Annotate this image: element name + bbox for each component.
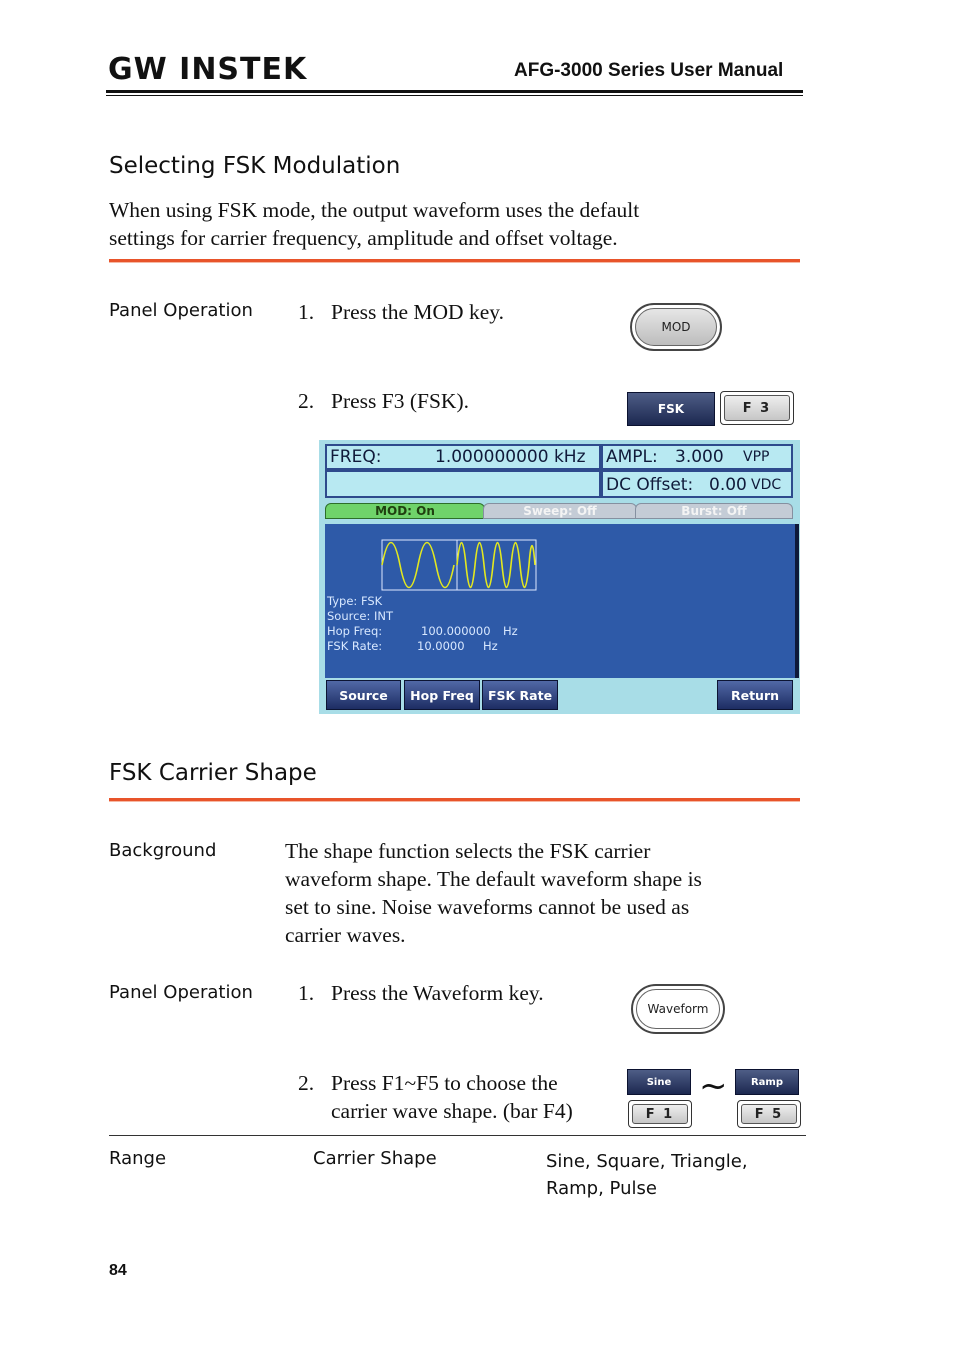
page-number: 84 <box>109 1262 127 1279</box>
panel-operation-label: Panel Operation <box>109 300 253 321</box>
step-number: 2. <box>298 1071 315 1095</box>
freq-box <box>325 444 601 470</box>
return-softkey[interactable]: Return <box>717 680 793 710</box>
freq-label: FREQ: <box>330 447 382 467</box>
blank-box <box>325 470 601 498</box>
hop-freq-softkey[interactable]: Hop Freq <box>404 680 480 710</box>
waveform-key[interactable] <box>631 984 725 1034</box>
waveform-key-label: Waveform <box>636 989 720 1029</box>
range-value-line: Sine, Square, Triangle, <box>546 1151 748 1172</box>
background-line: set to sine. Noise waveforms cannot be used as <box>285 895 690 919</box>
ampl-label: AMPL: <box>606 447 658 467</box>
offset-label: DC Offset: <box>606 475 694 495</box>
info-source: Source: INT <box>327 609 394 623</box>
range-values <box>546 1148 748 1202</box>
waveform-display <box>325 524 799 678</box>
f3-key-label: F 3 <box>724 395 790 421</box>
offset-unit: VDC <box>751 477 782 493</box>
mod-key-label: MOD <box>635 308 717 346</box>
step-line: carrier wave shape. (bar F4) <box>331 1099 573 1123</box>
f5-key[interactable] <box>737 1100 801 1128</box>
range-label: Range <box>109 1148 167 1169</box>
intro-line: When using FSK mode, the output waveform uses the default <box>109 198 640 222</box>
section1-intro <box>109 196 639 252</box>
f3-key[interactable] <box>720 391 794 425</box>
tab-burst[interactable]: Burst: Off <box>635 503 793 519</box>
ampl-unit: VPP <box>743 449 770 465</box>
fsk-softkey[interactable]: FSK <box>627 392 715 426</box>
step-text: Press the MOD key. <box>331 300 504 324</box>
ampl-value: 3.000 <box>675 447 724 467</box>
range-table-rule <box>109 1135 806 1136</box>
ampl-box <box>601 444 793 470</box>
manual-title: AFG-3000 Series User Manual <box>514 60 784 81</box>
info-hop-value: 100.000000 <box>421 624 491 638</box>
background-line: carrier waves. <box>285 923 406 947</box>
step-text: Press the Waveform key. <box>331 981 544 1005</box>
step-number: 1. <box>298 981 315 1005</box>
background-line: The shape function selects the FSK carrier <box>285 839 651 863</box>
fsk-waveform-graphic <box>381 539 541 595</box>
tab-sweep[interactable]: Sweep: Off <box>483 503 637 519</box>
tab-mod[interactable]: MOD: On <box>325 503 485 519</box>
info-hop-unit: Hz <box>503 624 518 638</box>
section-title-fsk-carrier-shape: FSK Carrier Shape <box>109 760 317 786</box>
header-rule-thin <box>106 95 803 96</box>
ramp-softkey[interactable]: Ramp <box>735 1069 799 1095</box>
section-rule <box>109 259 800 263</box>
step-text <box>331 1069 573 1125</box>
gw-instek-logo: GW INSTEK <box>108 52 308 87</box>
info-type: Type: FSK <box>327 594 383 608</box>
mod-key[interactable] <box>630 303 722 351</box>
source-softkey[interactable]: Source <box>326 680 401 710</box>
fsk-rate-softkey[interactable]: FSK Rate <box>482 680 558 710</box>
info-rate-label: FSK Rate: <box>327 639 383 653</box>
f5-key-label: F 5 <box>741 1104 797 1124</box>
f1-key[interactable] <box>628 1100 692 1128</box>
info-hop-label: Hop Freq: <box>327 624 383 638</box>
offset-box <box>601 470 793 498</box>
offset-value: 0.00 <box>709 475 747 495</box>
section-title-fsk-modulation: Selecting FSK Modulation <box>109 153 401 179</box>
range-value-line: Ramp, Pulse <box>546 1178 657 1199</box>
panel-operation-label: Panel Operation <box>109 982 253 1003</box>
background-line: waveform shape. The default waveform shape is <box>285 867 702 891</box>
header-rule <box>106 90 803 93</box>
intro-line: settings for carrier frequency, amplitude and offset voltage. <box>109 226 618 250</box>
tilde-range-symbol: ~ <box>699 1066 728 1106</box>
section-rule <box>109 798 800 802</box>
step-text: Press F3 (FSK). <box>331 389 469 413</box>
device-screen <box>319 440 800 714</box>
info-rate-unit: Hz <box>483 639 498 653</box>
f1-key-label: F 1 <box>632 1104 688 1124</box>
range-param: Carrier Shape <box>313 1148 437 1169</box>
hop-wave <box>457 543 535 588</box>
carrier-wave <box>382 543 454 588</box>
step-number: 2. <box>298 389 315 413</box>
background-label: Background <box>109 840 217 861</box>
step-number: 1. <box>298 300 315 324</box>
background-text <box>285 837 702 949</box>
step-line: Press F1~F5 to choose the <box>331 1071 558 1095</box>
info-rate-value: 10.0000 <box>417 639 465 653</box>
sine-softkey[interactable]: Sine <box>627 1069 691 1095</box>
freq-value: 1.000000000 kHz <box>435 447 586 467</box>
